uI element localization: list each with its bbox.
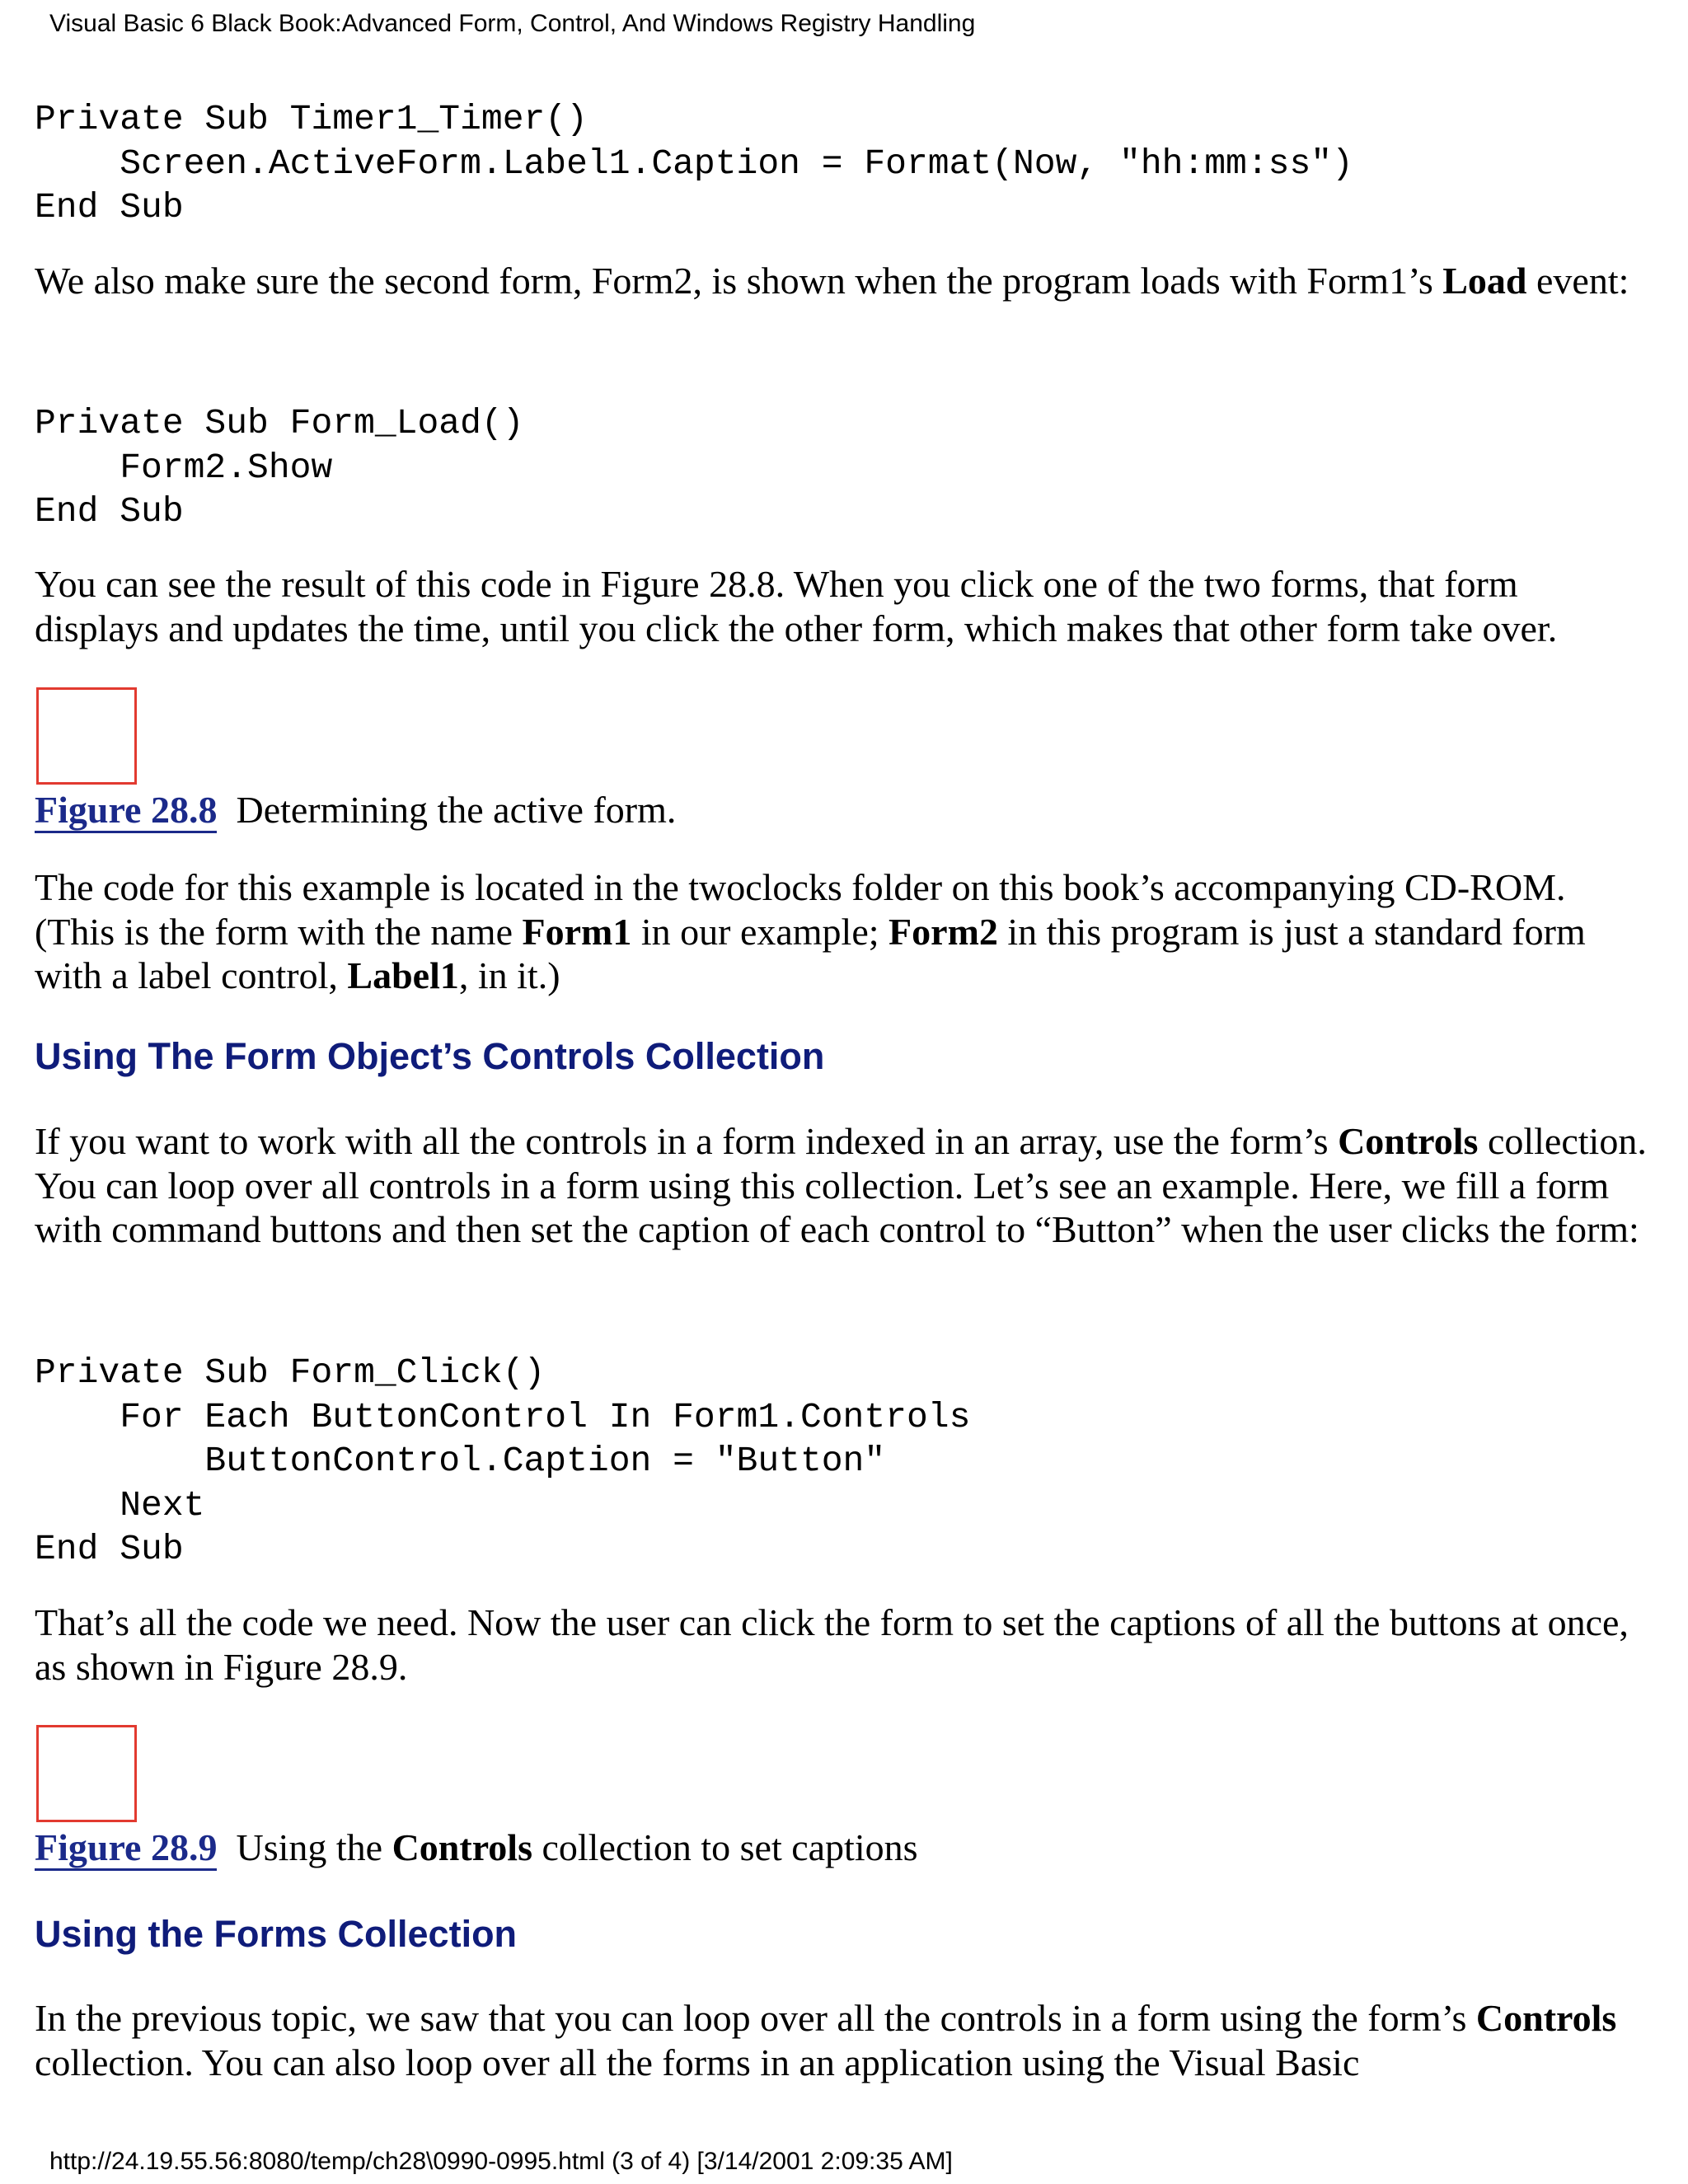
code-line: For Each ButtonControl In Form1.Controls — [35, 1396, 971, 1437]
bold-term: Form1 — [522, 910, 632, 953]
paragraph-controls-collection — [35, 1119, 1650, 1252]
text-run: event: — [1526, 260, 1629, 302]
caption-text: collection to set captions — [532, 1826, 918, 1868]
code-line: Screen.ActiveForm.Label1.Caption = Format(Now, "hh:mm:ss") — [35, 143, 1353, 184]
figure-28-8-link[interactable]: Figure 28.8 — [35, 789, 217, 833]
text-run: The code for this example is located in the twoclocks folder on this book’s accompanying CD-ROM. (This is the form with the name — [35, 866, 1566, 953]
paragraph-all-code: That’s all the code we need. Now the user can click the form to set the captions of all the buttons at once, as shown in Figure 28.9. — [35, 1601, 1629, 1688]
bold-term: Controls — [1475, 1997, 1617, 2039]
code-line: Private Sub Timer1_Timer() — [35, 99, 588, 139]
figure-28-9-caption — [35, 1825, 918, 1870]
code-line: End Sub — [35, 187, 184, 227]
code-block-form-load — [35, 401, 524, 534]
code-block-form-click — [35, 1351, 970, 1572]
text-run: collection. You can loop over all controls in a form using this collection. Let’s see an example. Here, we fill a form with command buttons and then set the caption of each control to “Button” when the user clicks the form: — [35, 1120, 1647, 1250]
figure-28-9-link[interactable]: Figure 28.9 — [35, 1826, 217, 1871]
paragraph-forms-collection — [35, 1996, 1650, 2084]
text-run: If you want to work with all the controls in a form indexed in an array, use the form’s — [35, 1120, 1339, 1162]
bold-term: Form2 — [889, 910, 998, 953]
caption-text: Using the — [236, 1826, 392, 1868]
text-run: in this program is just a standard form with a label control, — [35, 910, 1586, 996]
figure-28-8-image-placeholder — [36, 687, 137, 785]
code-line: End Sub — [35, 491, 184, 532]
paragraph-form-load-intro — [35, 259, 1650, 303]
page-footer-url: http://24.19.55.56:8080/temp/ch28\0990-0995.html (3 of 4) [3/14/2001 2:09:35 AM] — [49, 2148, 953, 2175]
text-run: We also make sure the second form, Form2, is shown when the program loads with Form1’s — [35, 260, 1443, 302]
page-header-title: Visual Basic 6 Black Book:Advanced Form, Control, And Windows Registry Handling — [49, 10, 976, 37]
bold-term: Controls — [1338, 1120, 1479, 1162]
paragraph-twoclocks — [35, 865, 1650, 998]
code-line: ButtonControl.Caption = "Button" — [35, 1441, 886, 1481]
text-run: , in it.) — [458, 954, 560, 996]
figure-28-8-caption — [35, 788, 676, 832]
code-block-timer — [35, 97, 1353, 230]
caption-text: Determining the active form. — [236, 789, 677, 831]
paragraph-result: You can see the result of this code in Figure 28.8. When you click one of the two forms, that form displays and updates the time, until you click the other form, which makes that other form take over. — [35, 563, 1558, 649]
bold-term: Label1 — [347, 954, 459, 996]
bold-term: Load — [1442, 260, 1527, 302]
text-run: collection. You can also loop over all the forms in an application using the Visual Basic — [35, 2041, 1360, 2083]
figure-28-9-image-placeholder — [36, 1725, 137, 1822]
section-heading-forms-collection: Using the Forms Collection — [35, 1913, 518, 1955]
code-line: Private Sub Form_Load() — [35, 403, 524, 443]
text-run: In the previous topic, we saw that you can loop over all the controls in a form using the form’s — [35, 1997, 1476, 2039]
code-line: Private Sub Form_Click() — [35, 1352, 546, 1393]
code-line: End Sub — [35, 1529, 184, 1569]
bold-term: Controls — [392, 1826, 532, 1868]
code-line: Next — [35, 1484, 205, 1526]
section-heading-controls-collection: Using The Form Object’s Controls Collection — [35, 1035, 825, 1077]
code-line: Form2.Show — [35, 447, 333, 488]
text-run: in our example; — [631, 910, 889, 953]
